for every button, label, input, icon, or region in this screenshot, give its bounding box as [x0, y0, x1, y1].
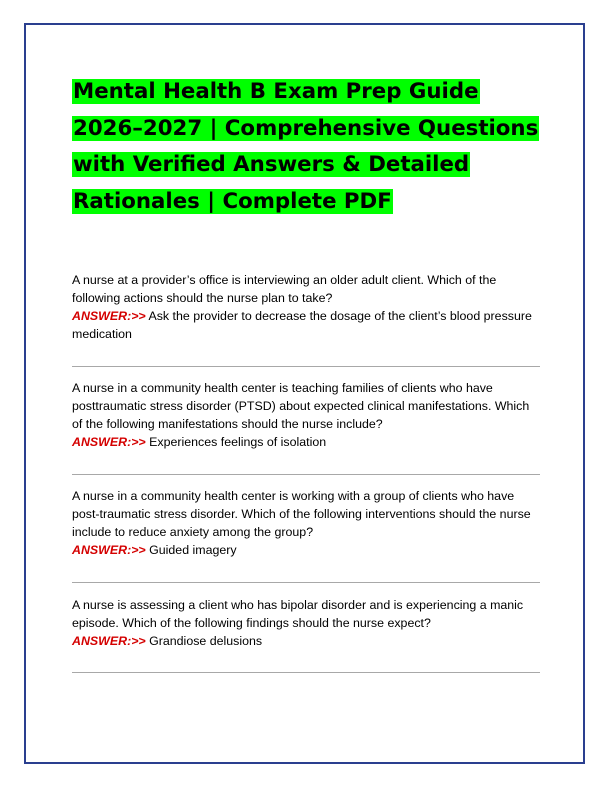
question-text: A nurse in a community health center is working with a group of clients who have post-traumatic stress disorder. Which of the following interventions should the nurse include to reduce anxiety among the group? — [72, 489, 531, 539]
qa-item-4 — [72, 596, 542, 650]
qa-item-1 — [72, 271, 542, 343]
answer-text: Grandiose delusions — [149, 634, 263, 648]
answer-label: ANSWER:>> — [72, 435, 146, 449]
answer-label: ANSWER:>> — [72, 309, 146, 323]
divider — [72, 582, 540, 583]
answer-text: Experiences feelings of isolation — [149, 435, 327, 449]
answer-text: Ask the provider to decrease the dosage of the client’s blood pressure medication — [72, 309, 532, 341]
qa-item-2 — [72, 379, 542, 451]
answer-label: ANSWER:>> — [72, 543, 146, 557]
document-title-text: Mental Health B Exam Prep Guide 2026–2027 | Comprehensive Questions with Verified Answers & Detailed Rationales | Complete PDF — [73, 79, 539, 214]
divider — [72, 366, 540, 367]
document-title — [72, 74, 552, 220]
question-text: A nurse in a community health center is teaching families of clients who have posttraumatic stress disorder (PTSD) about expected clinical manifestations. Which of the following manifestations should the nurse include? — [72, 381, 530, 431]
question-text: A nurse is assessing a client who has bipolar disorder and is experiencing a manic episode. Which of the following findings should the nurse expect? — [72, 598, 524, 630]
answer-text: Guided imagery — [149, 543, 237, 557]
qa-item-3 — [72, 487, 542, 559]
divider — [72, 474, 540, 475]
answer-label: ANSWER:>> — [72, 634, 146, 648]
question-text: A nurse at a provider’s office is interviewing an older adult client. Which of the following actions should the nurse plan to take? — [72, 273, 497, 305]
divider — [72, 672, 540, 673]
